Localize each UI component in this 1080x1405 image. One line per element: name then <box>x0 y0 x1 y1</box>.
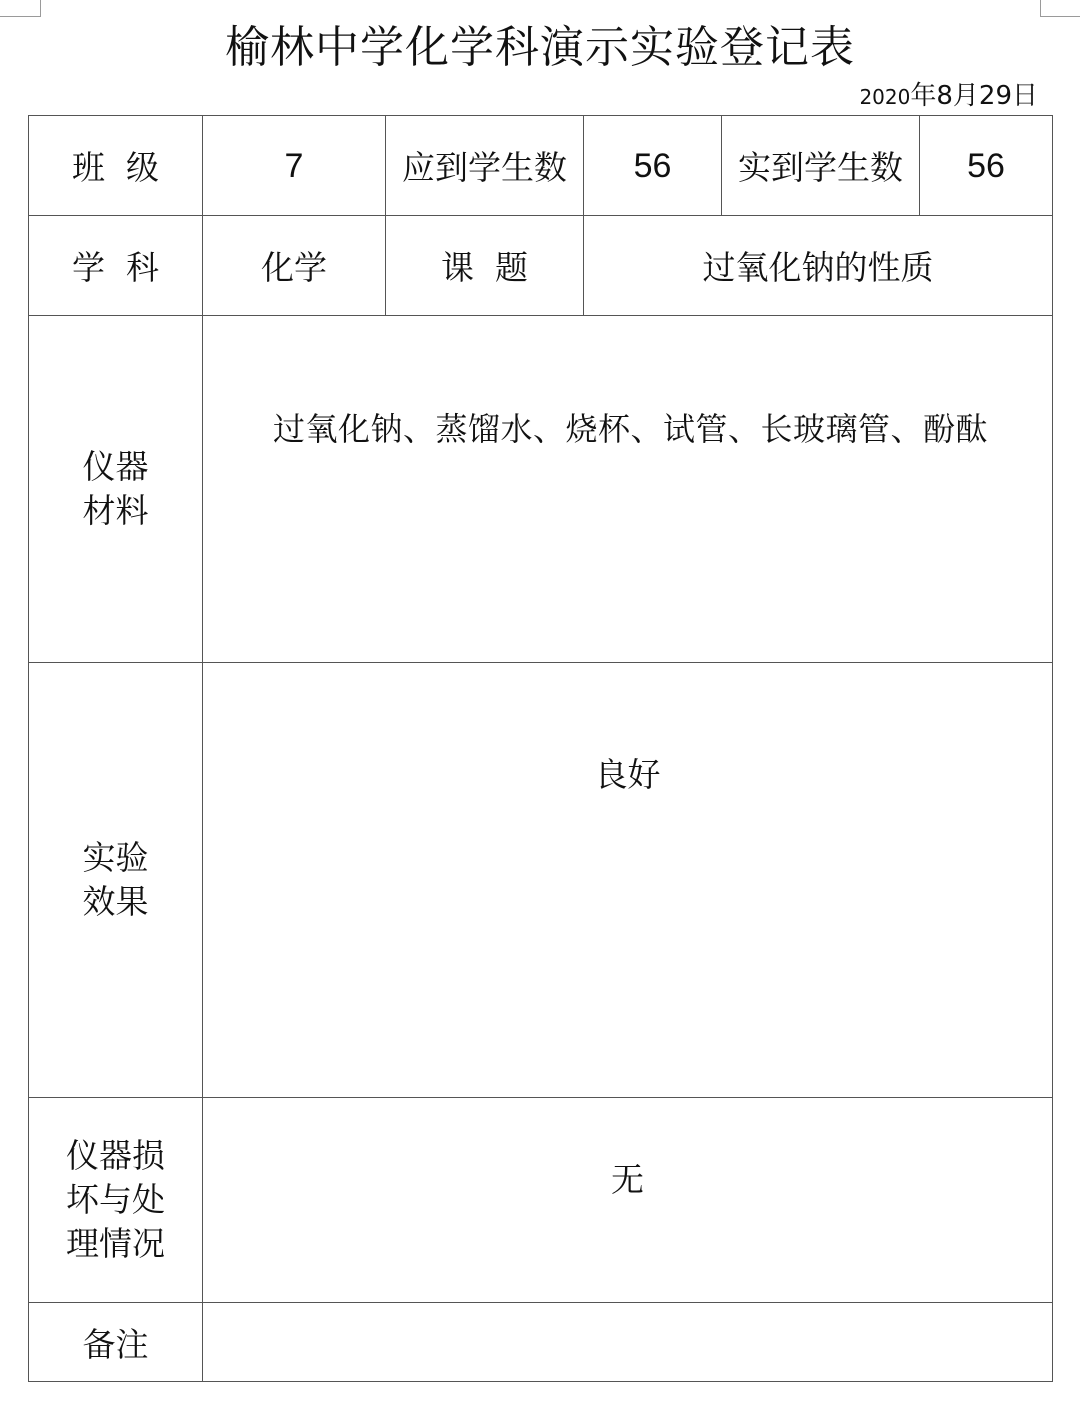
table-row-damage <box>29 1098 1053 1303</box>
topic-value: 过氧化钠的性质 <box>702 248 934 287</box>
table-row-class-info <box>29 116 1053 216</box>
remarks-label: 备注 <box>82 1324 149 1364</box>
subject-label: 学 科 <box>72 248 159 287</box>
effect-value: 良好 <box>594 755 661 794</box>
actual-students-label: 实到学生数 <box>738 148 903 187</box>
subject-value-cell <box>203 216 386 316</box>
class-label-cell <box>29 116 203 216</box>
class-label: 班 级 <box>72 148 159 187</box>
remarks-label-cell <box>29 1303 203 1382</box>
damage-label-cell <box>29 1098 203 1303</box>
topic-label: 课 题 <box>441 248 528 287</box>
table-row-remarks <box>29 1303 1053 1382</box>
topic-value-cell <box>584 216 1053 316</box>
effect-label: 实验 效果 <box>82 838 149 921</box>
table-row-materials <box>29 316 1053 663</box>
topic-label-cell <box>386 216 584 316</box>
record-date <box>859 78 1038 114</box>
remarks-value-cell <box>203 1303 1053 1382</box>
actual-students-label-cell <box>722 116 920 216</box>
crop-mark-top-left <box>0 0 41 17</box>
class-value: 7 <box>284 146 304 185</box>
class-value-cell <box>203 116 386 216</box>
actual-students-value: 56 <box>967 146 1005 185</box>
materials-value-cell <box>203 316 1053 663</box>
expected-students-value: 56 <box>633 146 672 185</box>
experiment-record-table <box>28 115 1053 1382</box>
effect-value-cell <box>203 663 1053 1098</box>
crop-mark-top-right <box>1040 0 1080 17</box>
expected-students-label-cell <box>386 116 584 216</box>
document-title: 榆林中学化学科演示实验登记表 <box>225 22 855 73</box>
expected-students-label: 应到学生数 <box>402 148 567 187</box>
materials-label: 仪器 材料 <box>82 447 149 530</box>
damage-label: 仪器损 坏与处 理情况 <box>66 1136 165 1263</box>
materials-value: 过氧化钠、蒸馏水、烧杯、试管、长玻璃管、酚酞 <box>272 410 988 448</box>
actual-students-value-cell <box>920 116 1053 216</box>
damage-value-cell <box>203 1098 1053 1303</box>
effect-label-cell <box>29 663 203 1098</box>
record-date-month-day: 年8月29日 <box>910 81 1038 111</box>
expected-students-value-cell <box>584 116 722 216</box>
record-date-year: 2020 <box>859 85 911 109</box>
table-row-subject <box>29 216 1053 316</box>
damage-value: 无 <box>611 1160 644 1199</box>
materials-label-cell <box>29 316 203 663</box>
subject-value: 化学 <box>261 248 327 287</box>
subject-label-cell <box>29 216 203 316</box>
table-row-effect <box>29 663 1053 1098</box>
